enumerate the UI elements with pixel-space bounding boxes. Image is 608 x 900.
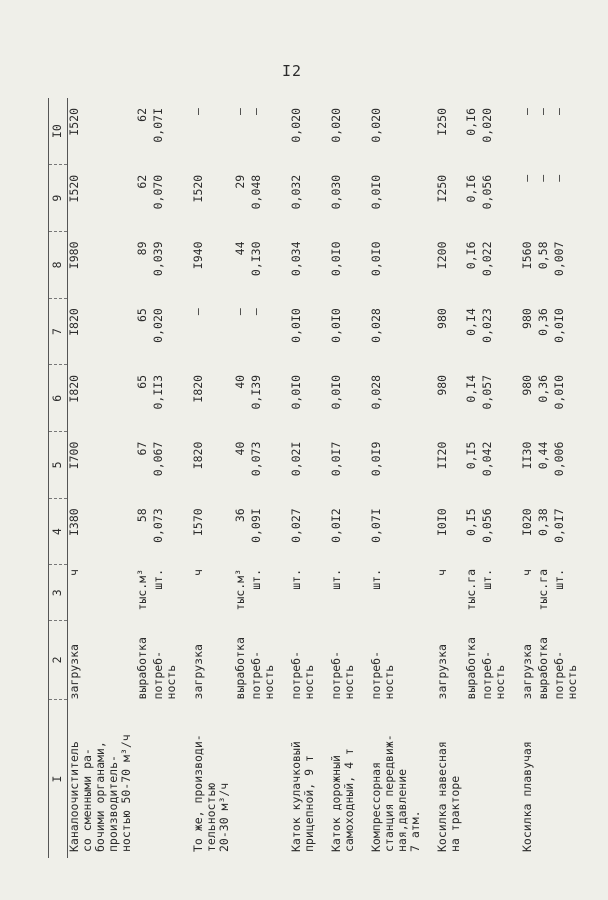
value-cell: 29 — [233, 174, 247, 189]
value-cell: 0,020 — [151, 308, 165, 343]
value-cell: 0,02I — [289, 441, 303, 477]
value-cell: 0,07I — [151, 108, 165, 143]
value-cell: 0,006 — [552, 441, 566, 477]
machine-name-cell: Каток дорожный самоходный, 4 т — [329, 748, 356, 852]
machine-name-cell — [247, 699, 276, 858]
value-cell: – — [520, 174, 534, 182]
value-cell: I820 — [67, 374, 81, 403]
value-cell: 0,023 — [480, 308, 494, 343]
value-cell: I570 — [191, 508, 205, 536]
value-cell: I520 — [191, 174, 205, 203]
column-header: 6 — [49, 365, 68, 432]
indicator-cell: выработка — [536, 637, 550, 700]
machine-name-cell — [149, 699, 178, 858]
machine-name-cell — [478, 699, 507, 858]
value-cell: 980 — [435, 374, 449, 396]
value-cell: 0,58 — [536, 241, 550, 270]
value-cell: 0,042 — [480, 441, 494, 477]
unit-cell: шт. — [151, 569, 165, 590]
value-cell: 980 — [520, 374, 534, 396]
value-cell: – — [536, 108, 550, 115]
value-cell: I520 — [67, 108, 81, 136]
table-row — [422, 98, 462, 858]
value-cell: 0,0I0 — [552, 374, 566, 410]
table-row — [149, 98, 178, 858]
value-cell: 0,030 — [329, 174, 343, 210]
indicator-cell: потреб- ность — [369, 650, 396, 700]
indicator-cell: выработка — [233, 637, 247, 700]
value-cell: 0,I4 — [464, 308, 478, 336]
value-cell: 0,020 — [369, 108, 383, 143]
value-cell: 0,0I7 — [329, 441, 343, 477]
value-cell: 0,027 — [289, 508, 303, 543]
value-cell: I820 — [191, 374, 205, 403]
value-cell: 40 — [233, 441, 247, 456]
machine-name-cell: Каналоочиститель со сменными ра- бочими органами, производитель- ностью 50-70 м³/ч — [67, 734, 133, 852]
table-row — [462, 98, 478, 858]
value-cell: 0,0I0 — [329, 374, 343, 410]
value-cell: II20 — [435, 441, 449, 470]
unit-cell: ч — [520, 569, 534, 576]
value-cell: 0,0I9 — [369, 441, 383, 477]
value-cell: 0,I5 — [464, 508, 478, 536]
value-cell: 0,039 — [151, 241, 165, 277]
table-row — [534, 98, 550, 858]
value-cell: 0,I39 — [249, 374, 263, 410]
value-cell: 0,0I0 — [552, 308, 566, 343]
value-cell: – — [191, 308, 205, 316]
machine-name-cell — [462, 699, 478, 858]
value-cell: 0,022 — [480, 241, 494, 277]
value-cell: 62 — [135, 108, 149, 122]
value-cell: 0,034 — [289, 241, 303, 277]
unit-cell: ч — [191, 569, 205, 576]
value-cell: 0,0I0 — [329, 241, 343, 277]
value-cell: 65 — [135, 308, 149, 323]
value-cell: I980 — [67, 241, 81, 270]
value-cell: 0,I4 — [464, 374, 478, 403]
value-cell: I520 — [67, 174, 81, 203]
unit-cell: шт. — [249, 569, 263, 590]
value-cell: 0,0I0 — [289, 374, 303, 410]
value-cell: II30 — [520, 441, 534, 470]
machinery-table — [48, 98, 579, 858]
value-cell: 0,36 — [536, 374, 550, 403]
value-cell: 0,0I0 — [369, 241, 383, 277]
table-row — [68, 98, 134, 858]
machine-name-cell: Компрессорная станция передвиж- ная,давление 7 атм. — [369, 734, 422, 852]
value-cell: 40 — [233, 374, 247, 389]
value-cell: – — [233, 308, 247, 316]
value-cell: I250 — [435, 174, 449, 203]
indicator-cell: потреб- ность — [552, 650, 579, 700]
value-cell: 89 — [135, 241, 149, 256]
value-cell: 44 — [233, 241, 247, 256]
column-header: 5 — [49, 432, 68, 499]
indicator-cell: потреб- ность — [329, 650, 356, 700]
value-cell: 0,I6 — [464, 241, 478, 270]
value-cell: – — [520, 108, 534, 115]
table-row — [316, 98, 356, 858]
value-cell: – — [191, 108, 205, 115]
value-cell: 58 — [135, 508, 149, 523]
unit-cell: тыс.м³ — [135, 569, 149, 611]
machine-name-cell: То же, производи- тельностью 20-30 м³/ч — [191, 734, 231, 852]
value-cell: 0,I6 — [464, 174, 478, 203]
value-cell: – — [536, 174, 550, 182]
value-cell: 62 — [135, 174, 149, 189]
column-header: 2 — [49, 620, 68, 699]
value-cell: I020 — [520, 508, 534, 536]
machine-name-cell — [534, 699, 550, 858]
indicator-cell: выработка — [464, 637, 478, 700]
value-cell: 0,38 — [536, 508, 550, 536]
value-cell: – — [552, 108, 566, 115]
column-header: 8 — [49, 231, 68, 298]
value-cell: 0,073 — [249, 441, 263, 477]
value-cell: 0,0I7 — [552, 508, 566, 543]
value-cell: 0,020 — [480, 108, 494, 143]
value-cell: 0,36 — [536, 308, 550, 336]
table-row — [276, 98, 316, 858]
table-row — [178, 98, 231, 858]
value-cell: 0,0I0 — [329, 308, 343, 343]
value-cell: 0,0I0 — [369, 174, 383, 210]
unit-cell: тыс.га — [536, 569, 550, 611]
value-cell: 0,028 — [369, 374, 383, 410]
value-cell: 0,070 — [151, 174, 165, 210]
machine-name-cell — [231, 699, 247, 858]
table-row — [133, 98, 149, 858]
value-cell: I820 — [191, 441, 205, 470]
column-header: 3 — [49, 565, 68, 620]
value-cell: I560 — [520, 241, 534, 270]
indicator-cell: загрузка — [520, 644, 534, 700]
table-row — [247, 98, 276, 858]
value-cell: 0,I30 — [249, 241, 263, 277]
unit-cell: шт. — [329, 569, 343, 590]
value-cell: 0,0I2 — [329, 508, 343, 543]
column-header: 4 — [49, 498, 68, 565]
value-cell: 0,44 — [536, 441, 550, 470]
machine-name-cell — [133, 699, 149, 858]
value-cell: I0I0 — [435, 508, 449, 536]
unit-cell: шт. — [369, 569, 383, 590]
value-cell: 0,09I — [249, 508, 263, 543]
value-cell: – — [249, 308, 263, 316]
table-row — [478, 98, 507, 858]
value-cell: 0,056 — [480, 174, 494, 210]
value-cell: I250 — [435, 108, 449, 136]
value-cell: 0,020 — [329, 108, 343, 143]
value-cell: 0,007 — [552, 241, 566, 277]
value-cell: I820 — [67, 308, 81, 336]
machine-name-cell: Косилка навесная на тракторе — [435, 741, 462, 852]
value-cell: 980 — [435, 308, 449, 329]
value-cell: 0,I5 — [464, 441, 478, 470]
column-header: 7 — [49, 298, 68, 365]
value-cell: 0,032 — [289, 174, 303, 210]
indicator-cell: потреб- ность — [249, 650, 276, 700]
value-cell: I380 — [67, 508, 81, 536]
column-header: 9 — [49, 165, 68, 232]
value-cell: 67 — [135, 441, 149, 456]
machine-name-cell: Каток кулачковый прицепной, 9 т — [289, 741, 316, 852]
value-cell: – — [233, 108, 247, 115]
indicator-cell: потреб- ность — [151, 650, 178, 700]
value-cell: 0,020 — [289, 108, 303, 143]
indicator-cell: загрузка — [191, 644, 205, 700]
value-cell: 0,048 — [249, 174, 263, 210]
column-header: I — [49, 699, 68, 858]
value-cell: 0,07I — [369, 508, 383, 543]
table-header-row — [49, 98, 68, 858]
table-body — [68, 98, 580, 858]
indicator-cell: выработка — [135, 637, 149, 700]
rotated-table-container — [48, 98, 608, 858]
unit-cell: шт. — [552, 569, 566, 590]
value-cell: I700 — [67, 441, 81, 470]
value-cell: 0,073 — [151, 508, 165, 543]
value-cell: 0,028 — [369, 308, 383, 343]
unit-cell: ч — [67, 569, 81, 576]
value-cell: 0,0I0 — [289, 308, 303, 343]
column-header: I0 — [49, 98, 68, 165]
unit-cell: тыс.га — [464, 569, 478, 611]
table-row — [356, 98, 422, 858]
value-cell: 0,067 — [151, 441, 165, 477]
value-cell: – — [249, 108, 263, 115]
value-cell: I200 — [435, 241, 449, 270]
unit-cell: шт. — [480, 569, 494, 590]
value-cell: 36 — [233, 508, 247, 523]
unit-cell: шт. — [289, 569, 303, 590]
value-cell: 0,056 — [480, 508, 494, 543]
machine-name-cell: Косилка плавучая — [520, 741, 534, 852]
indicator-cell: загрузка — [435, 644, 449, 700]
indicator-cell: потреб- ность — [289, 650, 316, 700]
value-cell: 980 — [520, 308, 534, 329]
page-number: I2 — [282, 62, 303, 80]
value-cell: 0,II3 — [151, 374, 165, 410]
indicator-cell: загрузка — [67, 644, 81, 700]
machine-name-cell — [550, 699, 579, 858]
value-cell: 0,057 — [480, 374, 494, 410]
table-row — [550, 98, 579, 858]
value-cell: 0,I6 — [464, 108, 478, 136]
value-cell: I940 — [191, 241, 205, 270]
unit-cell: тыс.м³ — [233, 569, 247, 611]
unit-cell: ч — [435, 569, 449, 576]
indicator-cell: потреб- ность — [480, 650, 507, 700]
table-row — [507, 98, 534, 858]
table-row — [231, 98, 247, 858]
value-cell: 65 — [135, 374, 149, 389]
value-cell: – — [552, 174, 566, 182]
